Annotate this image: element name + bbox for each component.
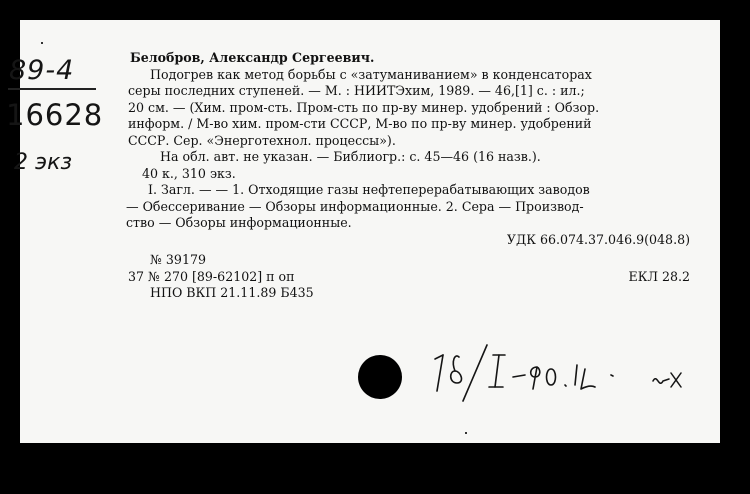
- underline: [8, 88, 96, 90]
- punch-hole: [358, 355, 402, 399]
- ink-mark: [465, 432, 467, 434]
- card-text: [110, 50, 690, 302]
- title-line: СССР. Сер. «Энерготехнол. процессы»).: [128, 132, 396, 148]
- subject-line: ство — Обзоры информационные.: [126, 215, 352, 230]
- udk-row: [110, 232, 690, 249]
- handwritten-code-middle: 16628: [6, 98, 104, 132]
- author: Белобров, Александр Сергеевич.: [130, 50, 375, 65]
- title-line: серы последних ступеней. — М. : НИИТЭхим, 1989. — 46,[1] с. : ил.;: [128, 83, 585, 98]
- order-row: [128, 269, 690, 286]
- notes: На обл. авт. не указан. — Библиогр.: с. 45—46 (16 назв.).: [160, 149, 541, 164]
- title-line: информ. / М-во хим. пром-сти СССР, М-во по пр-ву минер. удобрений: [128, 116, 592, 131]
- number: № 39179: [150, 252, 206, 267]
- subject-line: — Обессеривание — Обзоры информационные. 2. Сера — Производ-: [126, 198, 584, 214]
- handwritten-date-note: [425, 343, 705, 403]
- title-line: 20 см. — (Хим. пром-сть. Пром-сть по пр-ву минер. удобрений : Обзор.: [128, 99, 600, 115]
- npo: НПО ВКП 21.11.89 Б435: [150, 285, 314, 300]
- handwritten-copies-note: 2 экз: [14, 150, 73, 175]
- handwritten-code-top: 89-4: [9, 55, 75, 86]
- subject-line: I. Загл. — — 1. Отходящие газы нефтеперерабатывающих заводов: [148, 182, 590, 197]
- order-line: 37 № 270 [89-62102] п оп: [128, 268, 295, 284]
- title-line: Подогрев как метод борьбы с «затуманиванием» в конденсаторах: [150, 66, 592, 82]
- copies: 40 к., 310 экз.: [142, 165, 236, 181]
- ink-mark: [41, 42, 43, 44]
- udk: УДК 66.074.37.046.9(048.8): [506, 231, 690, 247]
- ekl: ЕКЛ 28.2: [628, 268, 690, 284]
